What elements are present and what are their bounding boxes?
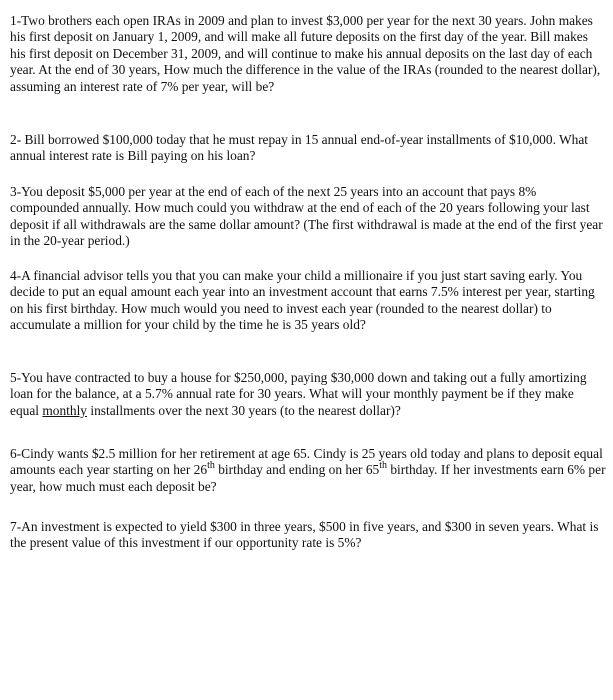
question-6-text-part1: 6-Cindy wants $2.5 million for her retirement at age 65. Cindy is 25 years old today and plans to deposit equal amounts each year starting on her 26 [10, 446, 603, 478]
question-6 [10, 446, 606, 495]
question-5-text-end: installments over the next 30 years (to the nearest dollar)? [87, 402, 401, 418]
question-2: 2- Bill borrowed $100,000 today that he must repay in 15 annual end-of-year installments of $10,000. What annual interest rate is Bill paying on his loan? [10, 132, 589, 164]
question-6-text-part2: birthday and ending on her 65 [214, 462, 380, 478]
question-6-superscript-1: th [207, 459, 215, 471]
question-4: 4-A financial advisor tells you that you can make your child a millionaire if you just start saving early. You decide to put an equal amount each year into an investment account that earns 7.5% interest per year, starting on his first birthday. How much would you need to invest each year (rounded to the nearest dollar) to accumulate a million for your child by the time he is 35 years old? [10, 268, 595, 333]
question-7: 7-An investment is expected to yield $300 in three years, $500 in five years, and $300 in seven years. What is the present value of this investment if our opportunity rate is 5%? [10, 519, 599, 551]
question-6-text-part3: birthday. If her investments earn 6% per year, how much must each deposit be? [10, 462, 606, 494]
question-1: 1-Two brothers each open IRAs in 2009 and plan to invest $3,000 per year for the next 30 years. John makes his first deposit on January 1, 2009, and will make all future deposits on the first day of the year. Bill makes his first deposit on December 31, 2009, and will continue to make his annual deposits on the last day of each year. At the end of 30 years, How much the difference in the value of the IRAs (rounded to the nearest dollar), assuming an interest rate of 7% per year, will be? [10, 13, 601, 94]
question-6-superscript-2: th [379, 459, 388, 471]
question-3: 3-You deposit $5,000 per year at the end of each of the next 25 years into an account that pays 8% compounded annually. How much could you withdraw at the end of each of the 20 years following your last deposit if all withdrawals are the same dollar amount? (The first withdrawal is made at the end of the first year in the 20-year period.) [10, 184, 603, 249]
question-5-text-start: 5-You have contracted to buy a house for $250,000, paying $30,000 down and taking out a fully amortizing loan for the balance, at a 5.7% annual rate for 30 years. What will your monthly payment be if they make equal [10, 370, 587, 418]
question-5 [10, 370, 606, 419]
question-5-underlined-word: monthly [42, 402, 87, 418]
